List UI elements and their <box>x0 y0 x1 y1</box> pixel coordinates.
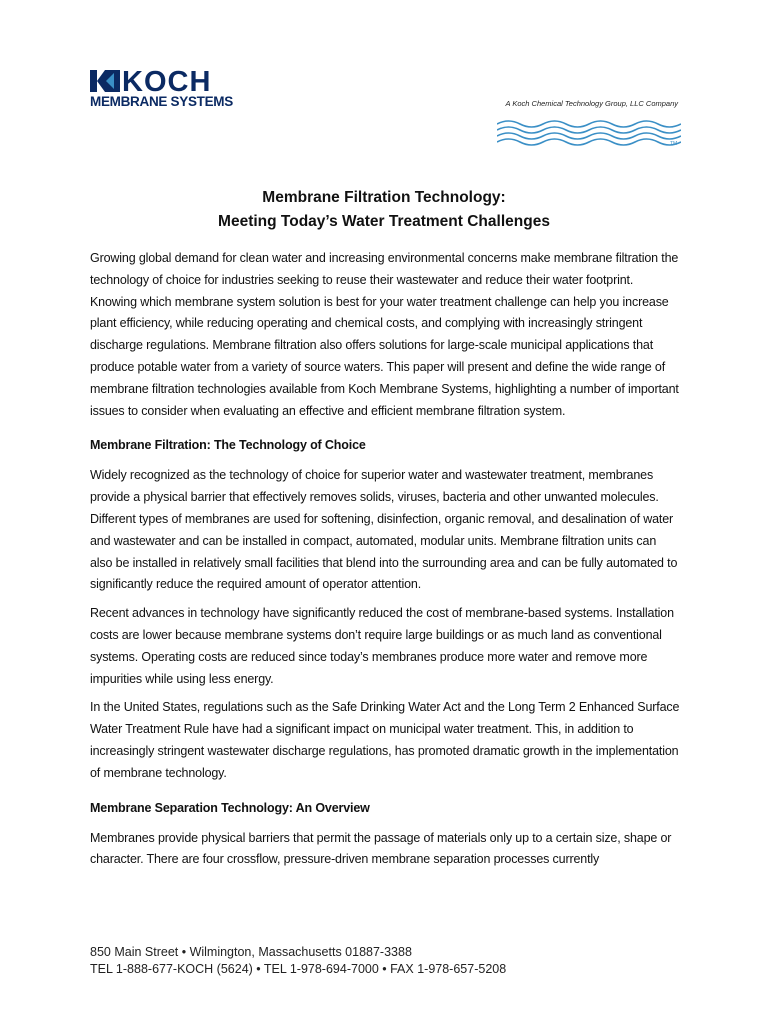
title-line-2: Meeting Today’s Water Treatment Challenges <box>218 213 550 230</box>
company-tagline: A Koch Chemical Technology Group, LLC Company <box>505 99 678 108</box>
paragraph-regulations: In the United States, regulations such as the Safe Drinking Water Act and the Long Term 2 Enhanced Surface Water Treatment Rule have had a significant impact on municipal water treatment. This, in addition to increasingly stringent wastewater discharge regulations, has promoted dramatic growth in the implementation of membrane technology. <box>90 700 680 780</box>
page-footer <box>90 944 690 978</box>
trademark-mark: TM <box>670 141 678 147</box>
section-heading-overview: Membrane Separation Technology: An Overview <box>90 800 370 815</box>
paragraph-intro: Growing global demand for clean water and increasing environmental concerns make membrane filtration the technology of choice for industries seeking to reuse their wastewater and reduce their water footprint. Knowing which membrane system solution is best for your water treatment challenge can help you increase plant efficiency, while reducing operating and chemical costs, and complying with increasingly stringent discharge regulations. Membrane filtration also offers solutions for large-scale municipal applications that produce potable water from a variety of source waters. This paper will present and define the wide range of membrane filtration technologies available from Koch Membrane Systems, highlighting a number of important issues to consider when evaluating an effective and efficient membrane filtration system. <box>90 251 679 418</box>
paragraph-technology-of-choice: Widely recognized as the technology of choice for superior water and wastewater treatment, membranes provide a physical barrier that effectively removes solids, viruses, bacteria and other unwanted molecules. Different types of membranes are used for softening, disinfection, organic removal, and desalination of water and wastewater and can be installed in compact, automated, modular units. Membrane filtration units can also be installed in relatively small facilities that blend into the surrounding area and can be fully automated to significantly reduce the required amount of operator attention. <box>90 468 678 592</box>
section-heading-technology-of-choice: Membrane Filtration: The Technology of Choice <box>90 438 366 453</box>
document-body <box>90 248 680 878</box>
logo-wordmark: KOCH <box>122 66 212 98</box>
footer-address: 850 Main Street • Wilmington, Massachusetts 01887-3388 <box>90 945 412 959</box>
document-title <box>90 186 678 234</box>
koch-logo-mark-icon <box>90 70 120 92</box>
koch-logo <box>90 66 250 110</box>
title-line-1: Membrane Filtration Technology: <box>262 189 506 206</box>
waves-icon <box>497 118 681 150</box>
letterhead <box>0 0 768 160</box>
footer-contacts: TEL 1-888-677-KOCH (5624) • TEL 1-978-694-7000 • FAX 1-978-657-5208 <box>90 962 507 976</box>
paragraph-overview: Membranes provide physical barriers that permit the passage of materials only up to a certain size, shape or character. There are four crossflow, pressure-driven membrane separation processes currently <box>90 830 672 867</box>
paragraph-cost-advances: Recent advances in technology have significantly reduced the cost of membrane-based systems. Installation costs are lower because membrane systems don’t require large buildings or as much land as conventional systems. Operating costs are reduced since today’s membranes produce more water and remove more impurities while using less energy. <box>90 606 674 686</box>
logo-subtitle: MEMBRANE SYSTEMS <box>90 94 233 109</box>
